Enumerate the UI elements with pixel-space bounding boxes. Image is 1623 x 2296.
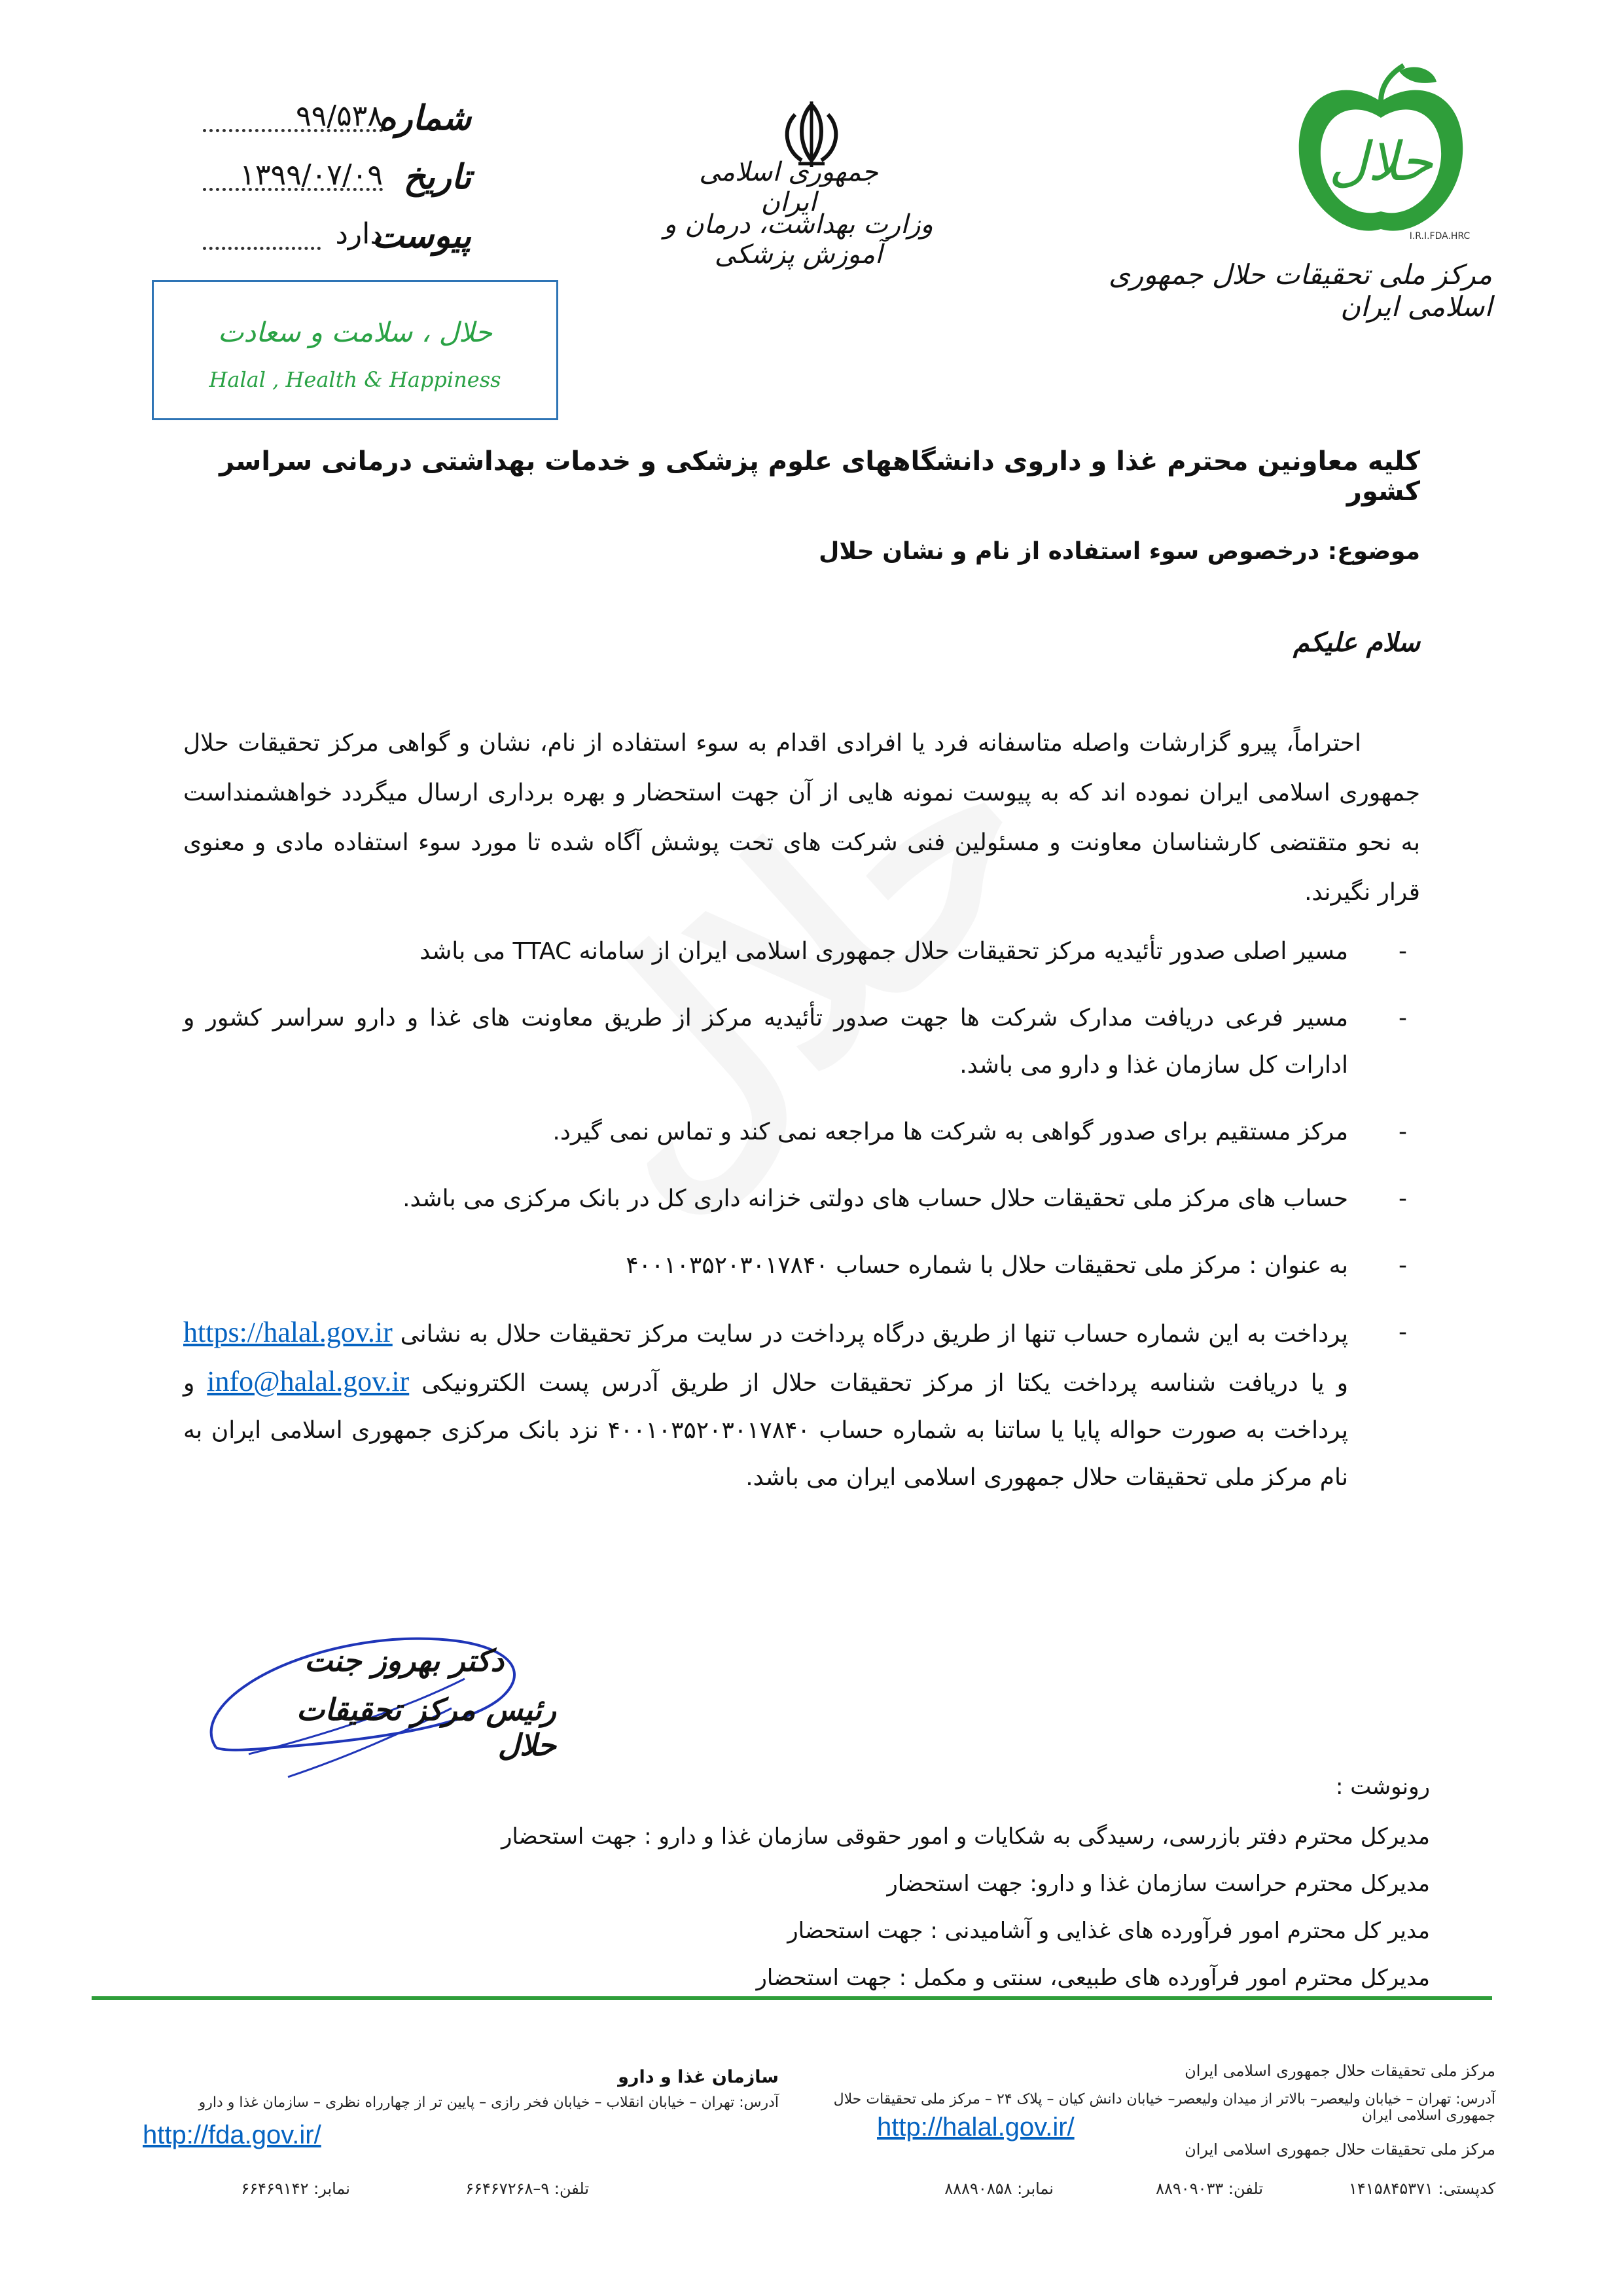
list-item	[183, 995, 1420, 1089]
footer-right-address: آدرس: تهران – خیابان ولیعصر– بالاتر از میدان ولیعصر– خیابان دانش کیان – پلاک ۲۴ – مرکز ملی تحقیقات حلال جمهوری اسلامی ایران	[833, 2091, 1495, 2124]
bullet-dash: -	[1399, 938, 1407, 965]
footer-right-phone: تلفن: ۸۸۹۰۹۰۳۳	[1156, 2179, 1263, 2198]
attachment-label: پیوست	[372, 216, 471, 256]
bullet-text: و پرداخت به صورت حواله پایا یا ساتنا به شماره حساب ۴۰۰۱۰۳۵۲۰۳۰۱۷۸۴۰ نزد بانک مرکزی جمهوری اسلامی ایران به نام مرکز ملی تحقیقات حلال جمهوری اسلامی ایران می باشد.	[183, 1370, 1348, 1491]
footer-postal: کدپستی: ۱۴۱۵۸۴۵۳۷۱	[1349, 2179, 1495, 2198]
number-row	[190, 98, 471, 137]
bullet-dash: -	[1399, 1119, 1407, 1145]
attachment-dots	[203, 247, 321, 250]
ministry-line-1: جمهوری اسلامی ایران	[699, 157, 878, 217]
bullet-dash: -	[1399, 1005, 1407, 1031]
logo-caption: مرکز ملی تحقیقات حلال جمهوری اسلامی ایران	[1109, 259, 1492, 323]
footer-left-title: سازمان غذا و دارو	[618, 2067, 779, 2087]
bullet-text: به عنوان : مرکز ملی تحقیقات حلال با شماره حساب ۴۰۰۱۰۳۵۲۰۳۰۱۷۸۴۰	[626, 1252, 1348, 1279]
list-item	[183, 1242, 1420, 1289]
slogan-box	[152, 280, 558, 420]
date-value: ۱۳۹۹/۰۷/۰۹	[240, 158, 383, 192]
list-item	[183, 1175, 1420, 1223]
cc-label: رونوشت :	[1335, 1774, 1430, 1800]
cc-item: مدیرکل محترم امور فرآورده های طبیعی، سنتی و مکمل : جهت استحضار	[756, 1965, 1430, 1991]
list-item	[183, 1109, 1420, 1156]
greeting: سلام علیکم	[1293, 627, 1420, 658]
subject-line: موضوع: درخصوص سوء استفاده از نام و نشان حلال	[819, 538, 1420, 565]
list-item	[183, 1309, 1420, 1501]
attachment-value: دارد	[335, 217, 383, 251]
halal-site-link[interactable]: https://halal.gov.ir	[183, 1316, 393, 1348]
bullet-text: و یا دریافت شناسه پرداخت یکتا از مرکز تحقیقات حلال از طریق آدرس پست الکترونیکی	[421, 1370, 1348, 1397]
bullet-text: پرداخت به این شماره حساب تنها از طریق درگاه پرداخت در سایت مرکز تحقیقات حلال به نشانی	[400, 1321, 1348, 1348]
signer-name: دکتر بهروز جنت	[304, 1643, 504, 1678]
footer-fda-link[interactable]: http://fda.gov.ir/	[143, 2121, 321, 2149]
bullet-text: مرکز مستقیم برای صدور گواهی به شرکت ها مراجعه نمی کند و تماس نمی گیرد.	[552, 1119, 1348, 1145]
cc-item: مدیر کل محترم امور فرآورده های غذایی و آشامیدنی : جهت استحضار	[787, 1918, 1430, 1944]
footer-divider	[92, 1996, 1492, 2000]
slogan-fa: حلال ، سلامت و سعادت	[217, 316, 493, 348]
footer-right-title: مرکز ملی تحقیقات حلال جمهوری اسلامی ایران	[1185, 2062, 1495, 2080]
bullet-dash: -	[1399, 1185, 1407, 1212]
bullet-text: مسیر اصلی صدور تأئیدیه مرکز تحقیقات حلال جمهوری اسلامی ایران از سامانه TTAC می باشد	[419, 938, 1348, 965]
footer-right-name: مرکز ملی تحقیقات حلال جمهوری اسلامی ایران	[1185, 2140, 1495, 2159]
recipient-line: کلیه معاونین محترم غذا و داروی دانشگاههای علوم پزشکی و خدمات بهداشتی درمانی سراسر کشور	[219, 446, 1420, 507]
list-item	[183, 928, 1420, 975]
bullet-dash: -	[1399, 1252, 1407, 1279]
logo-text: حلال	[1329, 131, 1433, 193]
logo-abbr: I.R.I.FDA.HRC	[1409, 231, 1471, 242]
date-label: تاریخ	[403, 157, 471, 197]
halal-center-logo	[1283, 62, 1479, 245]
footer-right-fax: نمابر: ۸۸۸۹۰۸۵۸	[944, 2179, 1054, 2198]
bullet-text: مسیر فرعی دریافت مدارک شرکت ها جهت صدور تأئیدیه مرکز از طریق معاونت های غذا و دارو سراسر کشور و ادارات کل سازمان غذا و دارو می باشد.	[183, 1005, 1348, 1079]
intro-paragraph: احتراماً، پیرو گزارشات واصله متاسفانه فرد یا افرادی اقدام به سوء استفاده از نام، نشان و گواهی مرکز تحقیقات حلال جمهوری اسلامی ایران نموده اند که به پیوست نمونه هایی از آن جهت استحضار و بهره برداری ارسال میگردد خواهشمنداست به نحو متقتضی کارشناسان معاونت و مسئولین فنی شرکت های تحت پوشش آگاه شده تا مورد سوء استفاده مادی و معنوی قرار نگیرند.	[183, 730, 1420, 906]
slogan-en: Halal , Health & Happiness	[209, 367, 501, 392]
cc-item: مدیرکل محترم حراست سازمان غذا و دارو: جهت استحضار	[887, 1871, 1430, 1897]
signer-title: رئیس مرکز تحقیقات حلال	[296, 1692, 556, 1763]
bullet-text: حساب های مرکز ملی تحقیقات حلال حساب های دولتی خزانه داری کل در بانک مرکزی می باشد.	[402, 1185, 1348, 1212]
number-label: شماره	[378, 98, 471, 138]
ministry-line-2: وزارت بهداشت، درمان و آموزش پزشکی	[664, 209, 933, 270]
footer-left-address: آدرس: تهران – خیابان انقلاب – خیابان فخر رازی – پایین تر از چهارراه نظری – سازمان غذا و دارو	[198, 2094, 779, 2111]
bullet-dash: -	[1399, 1319, 1407, 1346]
bullet-list	[183, 928, 1420, 1521]
footer-halal-link[interactable]: http://halal.gov.ir/	[877, 2113, 1075, 2142]
cc-item: مدیرکل محترم دفتر بازرسی، رسیدگی به شکایات و امور حقوقی سازمان غذا و دارو : جهت استحضار	[501, 1823, 1430, 1850]
cc-list	[187, 1813, 1430, 2001]
footer-left-fax: نمابر: ۶۶۴۶۹۱۴۲	[241, 2179, 350, 2198]
footer-left-phone: تلفن: ۹–۶۶۴۶۷۲۶۸	[465, 2179, 589, 2198]
date-row	[190, 157, 471, 196]
number-value: ۹۹/۵۳۸	[296, 99, 383, 133]
halal-email-link[interactable]: info@halal.gov.ir	[207, 1365, 410, 1397]
attachment-row	[190, 216, 471, 255]
